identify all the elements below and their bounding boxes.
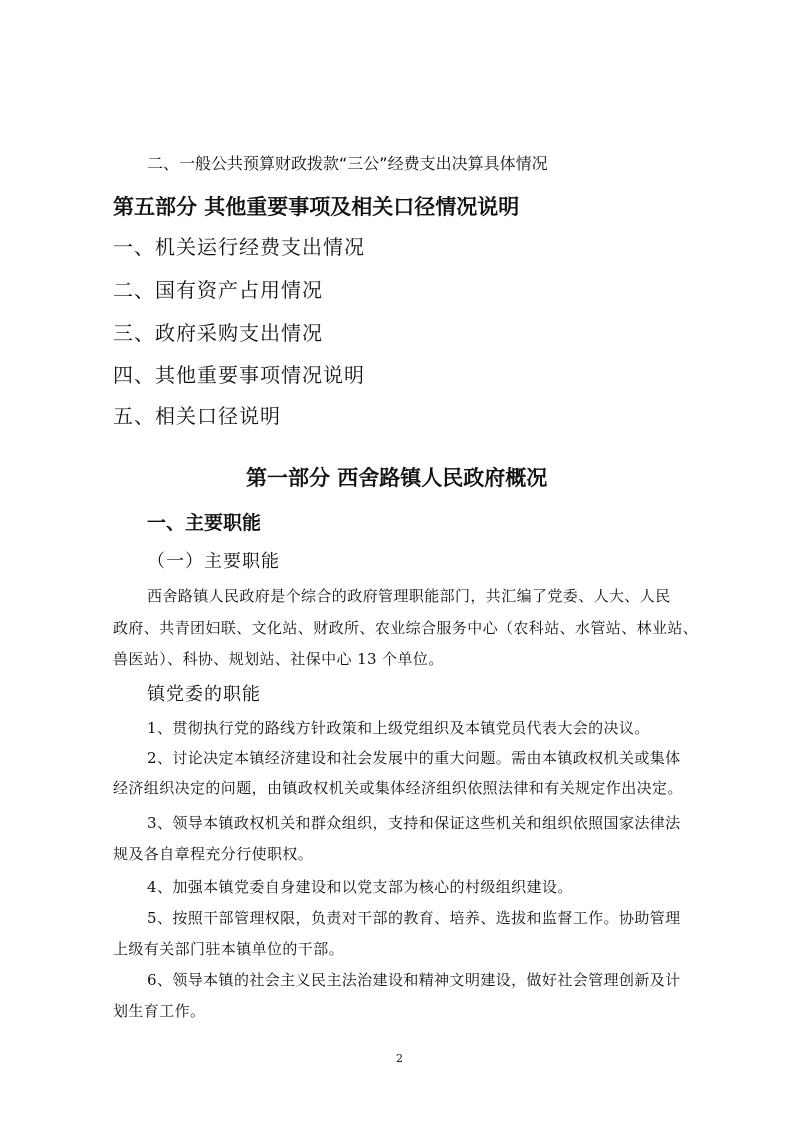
- party-line: 2、讨论决定本镇经济建设和社会发展中的重大问题。需由本镇政权机关或集体: [147, 749, 681, 767]
- part1-title: 第一部分 西舍路镇人民政府概况: [246, 466, 548, 490]
- intro-line: 西舍路镇人民政府是个综合的政府管理职能部门，共汇编了党委、人大、人民: [147, 587, 671, 605]
- toc-sub-item: 二、一般公共预算财政拨款“三公”经费支出决算具体情况: [147, 154, 548, 173]
- party-line: 1、贯彻执行党的路线方针政策和上级党组织及本镇党员代表大会的决议。: [147, 719, 650, 737]
- party-line: 上级有关部门驻本镇单位的干部。: [113, 940, 345, 958]
- party-line: 经济组织决定的问题，由镇政权机关或集体经济组织依照法律和有关规定作出决定。: [113, 779, 683, 797]
- toc-item: 四、其他重要事项情况说明: [113, 363, 365, 387]
- toc-item: 三、政府采购支出情况: [113, 321, 323, 345]
- party-line: 6、领导本镇的社会主义民主法治建设和精神文明建设，做好社会管理创新及计: [147, 971, 681, 989]
- intro-line: 政府、共青团妇联、文化站、财政所、农业综合服务中心（农科站、水管站、林业站、: [113, 619, 699, 637]
- party-line: 规及各自章程充分行使职权。: [113, 845, 314, 863]
- section-title: 一、主要职能: [147, 512, 262, 534]
- subsection-title: （一）主要职能: [147, 551, 280, 572]
- intro-line: 兽医站）、科协、规划站、社保中心 13 个单位。: [113, 650, 444, 668]
- toc-item: 五、相关口径说明: [113, 404, 281, 428]
- page-number: 2: [396, 1052, 403, 1065]
- toc-item: 二、国有资产占用情况: [113, 278, 323, 302]
- toc-part5-title: 第五部分 其他重要事项及相关口径情况说明: [113, 195, 520, 219]
- party-line: 5、按照干部管理权限，负责对干部的教育、培养、选拔和监督工作。协助管理: [147, 909, 681, 927]
- party-line: 3、领导本镇政权机关和群众组织，支持和保证这些机关和组织依照国家法律法: [147, 814, 681, 832]
- party-line: 划生育工作。: [113, 1002, 206, 1020]
- party-line: 4、加强本镇党委自身建设和以党支部为核心的村级组织建设。: [147, 878, 573, 896]
- party-heading: 镇党委的职能: [147, 684, 261, 705]
- toc-item: 一、机关运行经费支出情况: [113, 235, 365, 259]
